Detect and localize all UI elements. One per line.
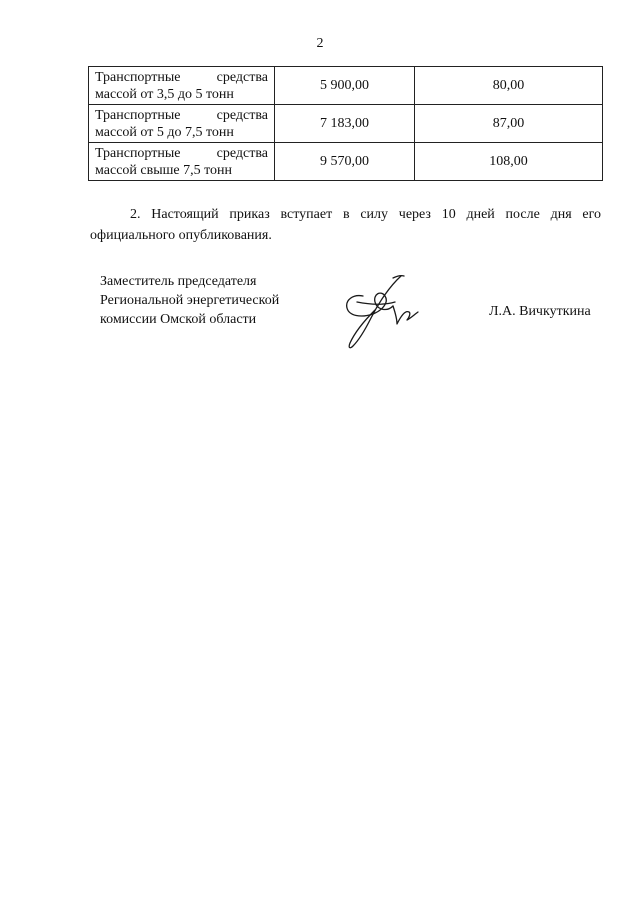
- value-cell: 5 900,00: [275, 67, 415, 105]
- vehicle-category-cell: Транспортные средства массой от 3,5 до 5 тонн: [89, 67, 275, 105]
- signer-position-line: Региональной энергетической: [100, 293, 280, 308]
- table-row: [89, 67, 603, 105]
- table-row: [89, 143, 603, 181]
- value-cell: 108,00: [415, 143, 603, 181]
- table-row: [89, 105, 603, 143]
- vehicle-category-cell: Транспортные средства массой от 5 до 7,5 тонн: [89, 105, 275, 143]
- handwritten-signature: [335, 272, 425, 352]
- page-number: 2: [316, 36, 324, 51]
- value-cell: 80,00: [415, 67, 603, 105]
- value-cell: 9 570,00: [275, 143, 415, 181]
- value-cell: 7 183,00: [275, 105, 415, 143]
- effective-date-paragraph: 2. Настоящий приказ вступает в силу через 10 дней после дня его официального опубликования.: [90, 207, 601, 243]
- signer-name: Л.А. Вичкуткина: [489, 304, 591, 319]
- vehicle-category-cell: Транспортные средства массой свыше 7,5 тонн: [89, 143, 275, 181]
- signer-position-line: комиссии Омской области: [100, 312, 257, 327]
- value-cell: 87,00: [415, 105, 603, 143]
- signer-position: [100, 272, 279, 329]
- signer-position-line: Заместитель председателя: [100, 274, 257, 289]
- tariff-table: [88, 66, 603, 181]
